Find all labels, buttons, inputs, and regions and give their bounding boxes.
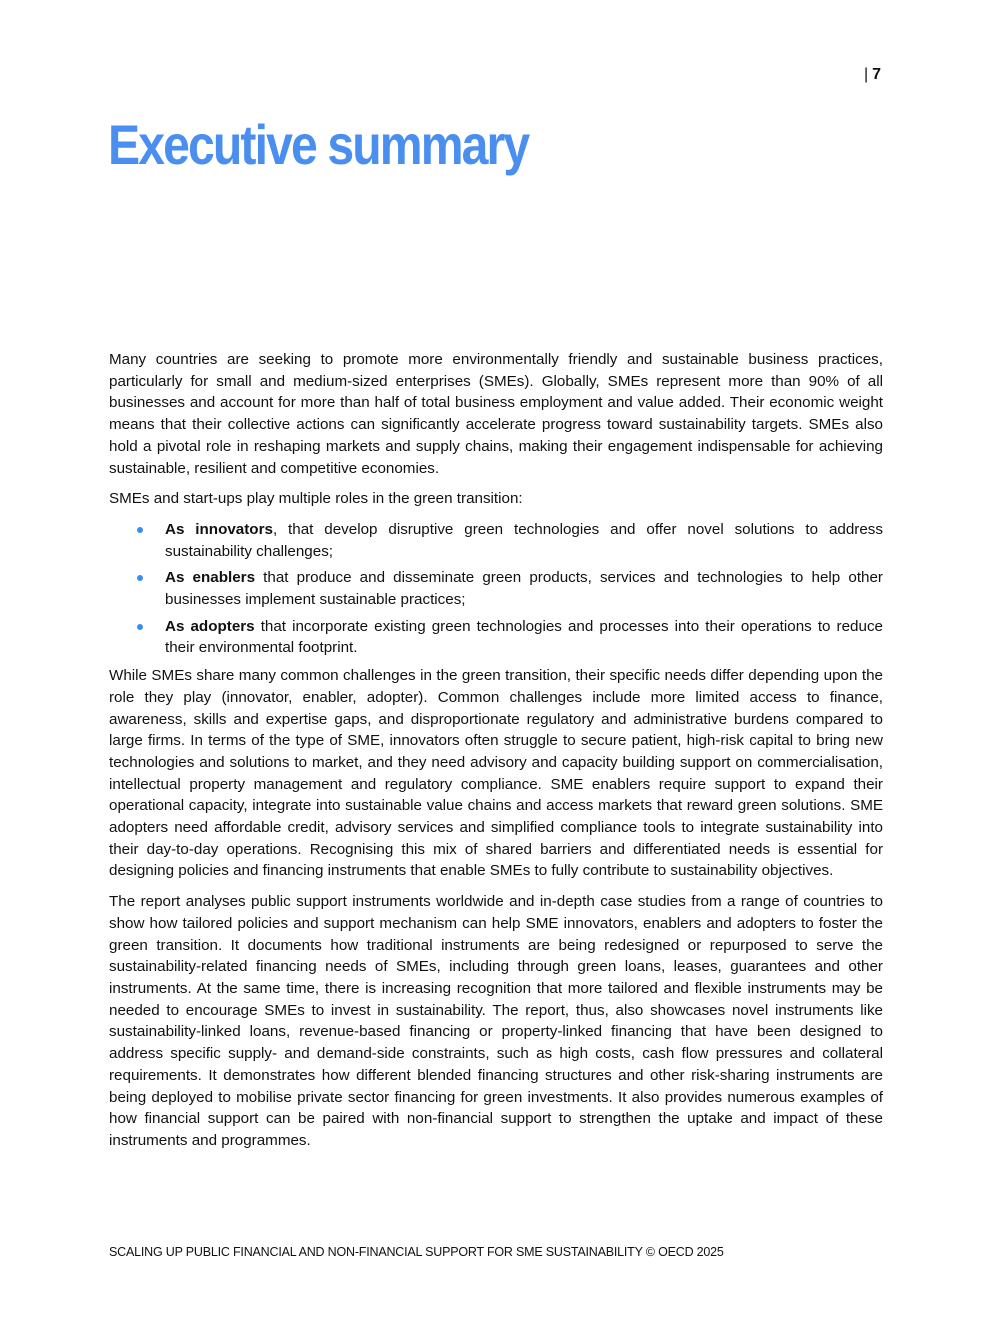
list-item-adopters bbox=[109, 616, 883, 659]
paragraph-intro: Many countries are seeking to promote more environmentally friendly and sustainable business practices, particularly for small and medium-sized enterprises (SMEs). Globally, SMEs represent more than 90% of all businesses and account for more than half of total business employment and value added. Their economic weight means that their collective actions can significantly accelerate progress toward sustainability targets. SMEs also hold a pivotal role in reshaping markets and supply chains, making their engagement indispensable for achieving sustainable, resilient and competitive economies. bbox=[109, 351, 883, 477]
paragraph-roles-lead: SMEs and start-ups play multiple roles in the green transition: bbox=[109, 490, 523, 508]
page-number bbox=[864, 66, 881, 84]
bullet-icon bbox=[137, 527, 143, 533]
role-label: As enablers bbox=[165, 569, 256, 587]
role-description: , that develop disruptive green technologies and offer novel solutions to address sustainability challenges; bbox=[165, 520, 883, 560]
page-footer: SCALING UP PUBLIC FINANCIAL AND NON-FINANCIAL SUPPORT FOR SME SUSTAINABILITY © OECD 2025 bbox=[109, 1245, 724, 1259]
page-number-value: 7 bbox=[872, 66, 882, 83]
bullet-icon bbox=[137, 575, 143, 581]
roles-list bbox=[109, 519, 883, 659]
bullet-icon bbox=[137, 624, 143, 630]
page-separator: | bbox=[864, 66, 869, 83]
role-description: that incorporate existing green technologies and processes into their operations to reduce their environmental footprint. bbox=[165, 617, 883, 657]
page-title: Executive summary bbox=[108, 113, 529, 176]
paragraph-report-scope: The report analyses public support instruments worldwide and in-depth case studies from a range of countries to show how tailored policies and support mechanism can help SME innovators, enablers and adopters to foster the green transition. It documents how traditional instruments are being redesigned or repurposed to serve the sustainability-related financing needs of SMEs, including through green loans, leases, guarantees and other instruments. At the same time, there is increasing recognition that more tailored and flexible instruments may be needed to encourage SMEs to invest in sustainability. The report, thus, also showcases novel instruments like sustainability-linked loans, revenue-based financing or property-linked financing that have been designed to address specific supply- and demand-side constraints, such as high costs, cash flow pressures and collateral requirements. It demonstrates how different blended financing structures and other risk-sharing instruments are being deployed to mobilise private sector financing for green investments. It also provides numerous examples of how financial support can be paired with non-financial support to strengthen the uptake and impact of these instruments and programmes. bbox=[109, 893, 883, 1149]
role-description: that produce and disseminate green products, services and technologies to help other businesses implement sustainable practices; bbox=[165, 569, 883, 609]
body-content bbox=[109, 349, 883, 1161]
role-label: As innovators bbox=[165, 520, 273, 538]
role-label: As adopters bbox=[165, 617, 255, 635]
paragraph-challenges: While SMEs share many common challenges in the green transition, their specific needs differ depending upon the role they play (innovator, enabler, adopter). Common challenges include more limited access to finance, awareness, skills and expertise gaps, and disproportionate regulatory and administrative burdens compared to large firms. In terms of the type of SME, innovators often struggle to secure patient, high-risk capital to bring new technologies and solutions to market, and they need advisory and capacity building support on commercialisation, intellectual property management and regulatory compliance. SME enablers require support to expand their operational capacity, integrate into sustainable value chains and access markets that reward green solutions. SME adopters need affordable credit, advisory services and simplified compliance tools to integrate sustainability into their day-to-day operations. Recognising this mix of shared barriers and differentiated needs is essential for designing policies and financing instruments that enable SMEs to fully contribute to sustainability objectives. bbox=[109, 667, 883, 880]
list-item-innovators bbox=[109, 519, 883, 562]
list-item-enablers bbox=[109, 567, 883, 610]
